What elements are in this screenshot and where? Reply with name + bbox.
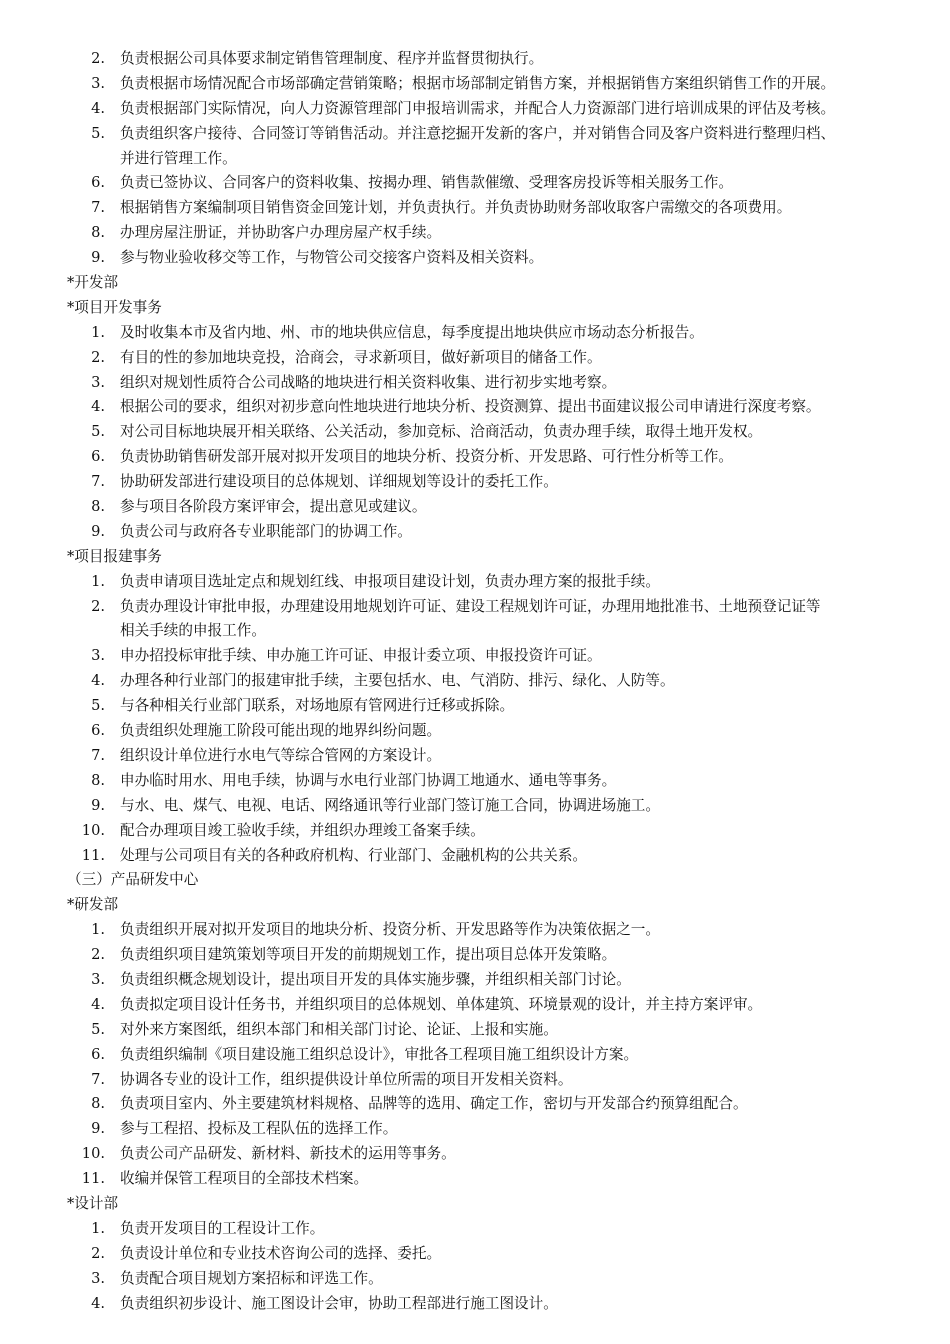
line-text: 收编并保管工程项目的全部技术档案。 — [120, 1170, 369, 1188]
chapter-heading — [0, 868, 950, 893]
list-number: 1. — [91, 572, 105, 590]
line-text: *开发部 — [67, 274, 119, 292]
line-text: 对外来方案图纸，组织本部门和相关部门讨论、论证、上报和实施。 — [120, 1020, 558, 1038]
list-item — [0, 346, 950, 371]
document-body — [0, 47, 950, 1316]
line-text: 负责组织初步设计、施工图设计会审，协助工程部进行施工图设计。 — [120, 1294, 558, 1312]
line-text: 及时收集本市及省内地、州、市的地块供应信息，每季度提出地块供应市场动态分析报告。 — [120, 323, 704, 341]
list-item-continuation — [0, 147, 950, 172]
list-number: 5. — [91, 423, 105, 441]
list-number: 2. — [91, 597, 105, 615]
list-item — [0, 1242, 950, 1267]
list-number: 6. — [91, 448, 105, 466]
list-number: 4. — [91, 398, 105, 416]
line-text: 与水、电、煤气、电视、电话、网络通讯等行业部门签订施工合同，协调进场施工。 — [120, 796, 660, 814]
list-item — [0, 1292, 950, 1317]
list-number: 5. — [91, 1020, 105, 1038]
line-text: 相关手续的申报工作。 — [120, 622, 266, 640]
line-text: 组织设计单位进行水电气等综合管网的方案设计。 — [120, 746, 442, 764]
line-text: 负责已签协议、合同客户的资料收集、按揭办理、销售款催缴、受理客房投诉等相关服务工作。 — [120, 174, 733, 192]
list-item — [0, 221, 950, 246]
list-number: 7. — [91, 746, 105, 764]
line-text: 配合办理项目竣工验收手续，并组织办理竣工备案手续。 — [120, 821, 485, 839]
list-number: 9. — [91, 522, 105, 540]
line-text: 与各种相关行业部门联系，对场地原有管网进行迁移或拆除。 — [120, 697, 515, 715]
line-text: 处理与公司项目有关的各种政府机构、行业部门、金融机构的公共关系。 — [120, 846, 588, 864]
list-item-continuation — [0, 619, 950, 644]
line-text: 申办招投标审批手续、申办施工许可证、申报计委立项、申报投资许可证。 — [120, 647, 602, 665]
list-item — [0, 1267, 950, 1292]
line-text: 根据销售方案编制项目销售资金回笼计划，并负责执行。并负责协助财务部收取客户需缴交的各项费用。 — [120, 199, 792, 217]
list-item — [0, 246, 950, 271]
list-number: 3. — [91, 970, 105, 988]
list-item — [0, 1167, 950, 1192]
line-text: *设计部 — [67, 1194, 119, 1212]
line-text: 协助研发部进行建设项目的总体规划、详细规划等设计的委托工作。 — [120, 473, 558, 491]
list-number: 6. — [91, 722, 105, 740]
list-item — [0, 47, 950, 72]
line-text: 办理各种行业部门的报建审批手续，主要包括水、电、气消防、排污、绿化、人防等。 — [120, 672, 675, 690]
list-item — [0, 196, 950, 221]
list-number: 3. — [91, 74, 105, 92]
list-number: 6. — [91, 1045, 105, 1063]
line-text: 负责协助销售研发部开展对拟开发项目的地块分析、投资分析、开发思路、可行性分析等工作。 — [120, 448, 733, 466]
list-item — [0, 595, 950, 620]
line-text: 对公司目标地块展开相关联络、公关活动，参加竞标、洽商活动，负责办理手续，取得土地开发权。 — [120, 423, 763, 441]
list-item — [0, 1043, 950, 1068]
list-item — [0, 570, 950, 595]
line-text: 根据公司的要求，组织对初步意向性地块进行地块分析、投资测算、提出书面建议报公司申请进行深度考察。 — [120, 398, 821, 416]
line-text: （三）产品研发中心 — [67, 871, 199, 889]
line-text: 负责项目室内、外主要建筑材料规格、品牌等的选用、确定工作，密切与开发部合约预算组配合。 — [120, 1095, 748, 1113]
section-heading — [0, 271, 950, 296]
line-text: 办理房屋注册证，并协助客户办理房屋产权手续。 — [120, 224, 442, 242]
list-item — [0, 72, 950, 97]
list-item — [0, 97, 950, 122]
line-text: 协调各专业的设计工作，组织提供设计单位所需的项目开发相关资料。 — [120, 1070, 573, 1088]
list-number: 1. — [91, 1219, 105, 1237]
list-item — [0, 719, 950, 744]
list-item — [0, 445, 950, 470]
section-heading — [0, 1192, 950, 1217]
list-item — [0, 470, 950, 495]
line-text: *项目开发事务 — [67, 298, 162, 316]
line-text: 负责根据市场情况配合市场部确定营销策略；根据市场部制定销售方案，并根据销售方案组织销售工作的开展。 — [120, 74, 836, 92]
line-text: 负责拟定项目设计任务书，并组织项目的总体规划、单体建筑、环境景观的设计，并主持方案评审。 — [120, 995, 763, 1013]
list-number: 4. — [91, 99, 105, 117]
list-item — [0, 1217, 950, 1242]
list-item — [0, 769, 950, 794]
list-item — [0, 918, 950, 943]
line-text: 负责办理设计审批申报，办理建设用地规划许可证、建设工程规划许可证，办理用地批准书、土地预登记证等 — [120, 597, 821, 615]
section-heading — [0, 296, 950, 321]
line-text: 申办临时用水、用电手续，协调与水电行业部门协调工地通水、通电等事务。 — [120, 771, 617, 789]
list-number: 2. — [91, 946, 105, 964]
list-number: 10. — [81, 1145, 105, 1163]
list-number: 3. — [91, 373, 105, 391]
section-heading — [0, 545, 950, 570]
list-number: 2. — [91, 50, 105, 67]
line-text: 参与工程招、投标及工程队伍的选择工作。 — [120, 1120, 398, 1138]
list-number: 9. — [91, 796, 105, 814]
line-text: 负责公司与政府各专业职能部门的协调工作。 — [120, 522, 412, 540]
list-item — [0, 993, 950, 1018]
list-item — [0, 1068, 950, 1093]
list-item — [0, 495, 950, 520]
section-heading — [0, 893, 950, 918]
list-number: 1. — [91, 921, 105, 939]
line-text: 参与项目各阶段方案评审会，提出意见或建议。 — [120, 498, 427, 516]
list-item — [0, 1142, 950, 1167]
list-number: 3. — [91, 1269, 105, 1287]
list-item — [0, 694, 950, 719]
list-number: 8. — [91, 1095, 105, 1113]
line-text: 负责配合项目规划方案招标和评选工作。 — [120, 1269, 383, 1287]
list-number: 5. — [91, 697, 105, 715]
list-number: 4. — [91, 995, 105, 1013]
list-number: 5. — [91, 124, 105, 142]
list-number: 6. — [91, 174, 105, 192]
list-number: 4. — [91, 1294, 105, 1312]
list-item — [0, 520, 950, 545]
list-item — [0, 968, 950, 993]
list-number: 1. — [91, 323, 105, 341]
line-text: 参与物业验收移交等工作，与物管公司交接客户资料及相关资料。 — [120, 249, 544, 267]
line-text: 负责公司产品研发、新材料、新技术的运用等事务。 — [120, 1145, 456, 1163]
list-item — [0, 1092, 950, 1117]
line-text: 负责设计单位和专业技术咨询公司的选择、委托。 — [120, 1244, 442, 1262]
line-text: 负责开发项目的工程设计工作。 — [120, 1219, 325, 1237]
list-number: 7. — [91, 1070, 105, 1088]
list-item — [0, 669, 950, 694]
list-item — [0, 321, 950, 346]
list-number: 11. — [81, 1170, 105, 1188]
line-text: 并进行管理工作。 — [120, 149, 237, 167]
line-text: 负责组织处理施工阶段可能出现的地界纠纷问题。 — [120, 722, 442, 740]
list-number: 8. — [91, 498, 105, 516]
line-text: *项目报建事务 — [67, 547, 162, 565]
list-item — [0, 420, 950, 445]
list-number: 9. — [91, 1120, 105, 1138]
list-item — [0, 171, 950, 196]
line-text: 负责组织客户接待、合同签订等销售活动。并注意挖掘开发新的客户，并对销售合同及客户资料进行整理归档、 — [120, 124, 836, 142]
list-item — [0, 395, 950, 420]
list-number: 2. — [91, 348, 105, 366]
line-text: 有目的性的参加地块竞投，洽商会，寻求新项目，做好新项目的储备工作。 — [120, 348, 602, 366]
list-number: 7. — [91, 473, 105, 491]
line-text: *研发部 — [67, 896, 119, 914]
list-number: 10. — [81, 821, 105, 839]
list-item — [0, 122, 950, 147]
list-item — [0, 744, 950, 769]
list-item — [0, 943, 950, 968]
list-item — [0, 1018, 950, 1043]
list-item — [0, 371, 950, 396]
list-item — [0, 644, 950, 669]
line-text: 组织对规划性质符合公司战略的地块进行相关资料收集、进行初步实地考察。 — [120, 373, 617, 391]
line-text: 负责组织编制《项目建设施工组织总设计》，审批各工程项目施工组织设计方案。 — [120, 1045, 639, 1063]
list-item — [0, 819, 950, 844]
list-item — [0, 794, 950, 819]
line-text: 负责申请项目选址定点和规划红线、申报项目建设计划，负责办理方案的报批手续。 — [120, 572, 660, 590]
line-text: 负责组织概念规划设计，提出项目开发的具体实施步骤，并组织相关部门讨论。 — [120, 970, 631, 988]
list-number: 4. — [91, 672, 105, 690]
list-number: 3. — [91, 647, 105, 665]
list-number: 9. — [91, 249, 105, 267]
list-number: 11. — [81, 846, 105, 864]
list-number: 8. — [91, 224, 105, 242]
list-number: 8. — [91, 771, 105, 789]
line-text: 负责组织开展对拟开发项目的地块分析、投资分析、开发思路等作为决策依据之一。 — [120, 921, 660, 939]
line-text: 负责根据部门实际情况，向人力资源管理部门申报培训需求，并配合人力资源部门进行培训成果的评估及考核。 — [120, 99, 836, 117]
line-text: 负责组织项目建筑策划等项目开发的前期规划工作，提出项目总体开发策略。 — [120, 946, 617, 964]
list-item — [0, 1117, 950, 1142]
list-item — [0, 844, 950, 869]
list-number: 2. — [91, 1244, 105, 1262]
list-number: 7. — [91, 199, 105, 217]
line-text: 负责根据公司具体要求制定销售管理制度、程序并监督贯彻执行。 — [120, 50, 544, 67]
